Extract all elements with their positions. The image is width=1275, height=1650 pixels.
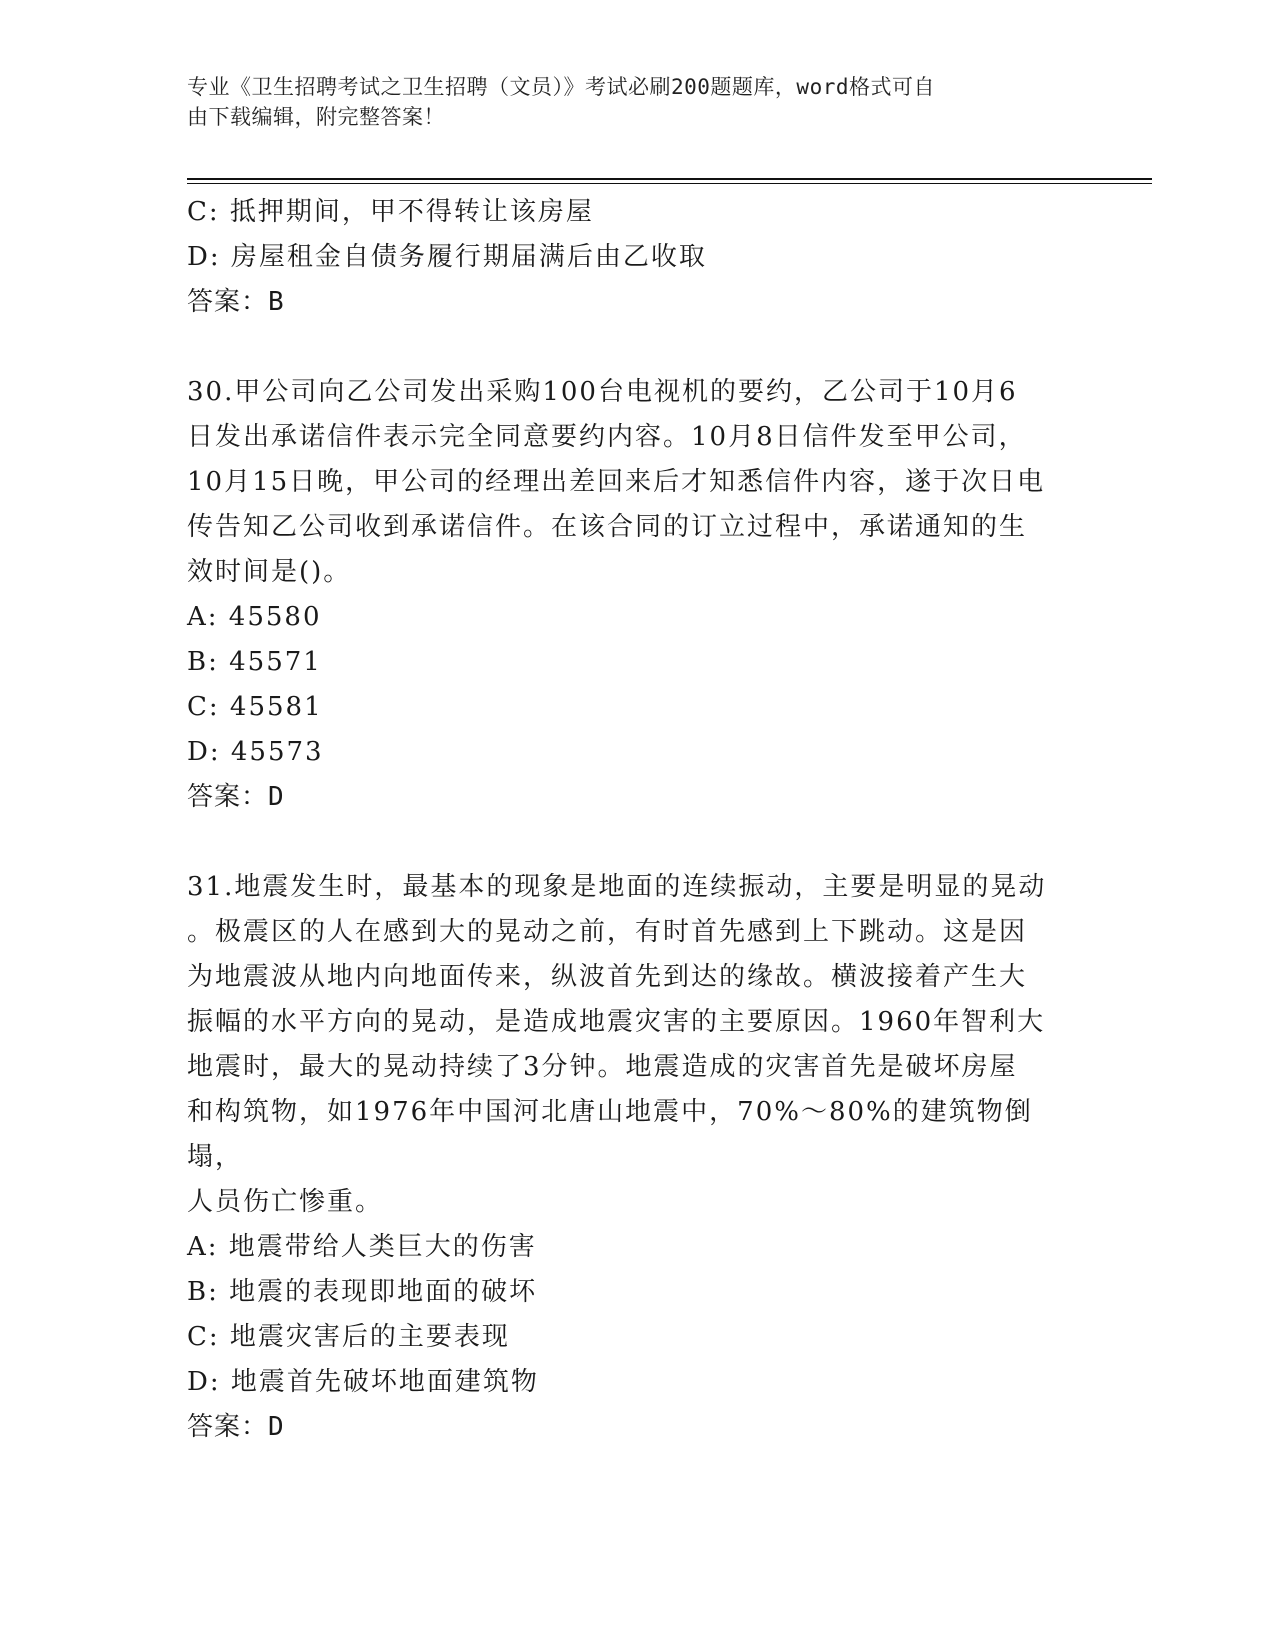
question-stem-line: 日发出承诺信件表示完全同意要约内容。10月8日信件发至甲公司，	[187, 422, 1027, 452]
answer-line: 答案：D	[187, 782, 285, 812]
question-stem-line: 和构筑物，如1976年中国河北唐山地震中，70%～80%的建筑物倒塌，	[187, 1097, 1033, 1172]
header-divider-thick	[187, 178, 1152, 180]
question-stem-line: 振幅的水平方向的晃动，是造成地震灾害的主要原因。1960年智利大	[187, 1007, 1046, 1037]
answer-line: 答案：D	[187, 1412, 285, 1442]
option-c: C: 抵押期间，甲不得转让该房屋	[187, 197, 594, 227]
question-stem-line: 人员伤亡惨重。	[187, 1187, 384, 1217]
header-line-1: 专业《卫生招聘考试之卫生招聘（文员）》考试必刷200题题库，word格式可自	[187, 75, 935, 99]
spacer	[187, 325, 1087, 370]
question-stem-line: 效时间是()。	[187, 557, 352, 587]
option-c: C: 45581	[187, 692, 323, 722]
option-d: D: 地震首先破坏地面建筑物	[187, 1367, 539, 1397]
header-divider-thin	[187, 183, 1152, 184]
question-stem-line: 31.地震发生时，最基本的现象是地面的连续振动，主要是明显的晃动	[187, 872, 1047, 902]
question-stem-line: 传告知乙公司收到承诺信件。在该合同的订立过程中，承诺通知的生	[187, 512, 1028, 542]
question-stem-line: 地震时，最大的晃动持续了3分钟。地震造成的灾害首先是破坏房屋	[187, 1052, 1018, 1082]
spacer	[187, 820, 1087, 865]
option-d: D: 45573	[187, 737, 324, 767]
option-d: D: 房屋租金自债务履行期届满后由乙收取	[187, 242, 707, 272]
question-stem-line: 。极震区的人在感到大的晃动之前，有时首先感到上下跳动。这是因	[187, 917, 1028, 947]
header-line-2: 由下载编辑，附完整答案！	[187, 105, 445, 129]
document-header	[187, 72, 1067, 132]
option-a: A: 地震带给人类巨大的伤害	[187, 1232, 537, 1262]
option-a: A: 45580	[187, 602, 322, 632]
document-body	[187, 190, 1087, 1450]
question-31	[187, 865, 1087, 1450]
option-b: B: 地震的表现即地面的破坏	[187, 1277, 538, 1307]
option-b: B: 45571	[187, 647, 322, 677]
option-c: C: 地震灾害后的主要表现	[187, 1322, 510, 1352]
question-stem-line: 30.甲公司向乙公司发出采购100台电视机的要约，乙公司于10月6	[187, 377, 1018, 407]
answer-line: 答案：B	[187, 287, 285, 317]
question-stem-line: 10月15日晚，甲公司的经理出差回来后才知悉信件内容，遂于次日电	[187, 467, 1046, 497]
question-30	[187, 370, 1087, 820]
question-29-tail	[187, 190, 1087, 325]
question-stem-line: 为地震波从地内向地面传来，纵波首先到达的缘故。横波接着产生大	[187, 962, 1028, 992]
